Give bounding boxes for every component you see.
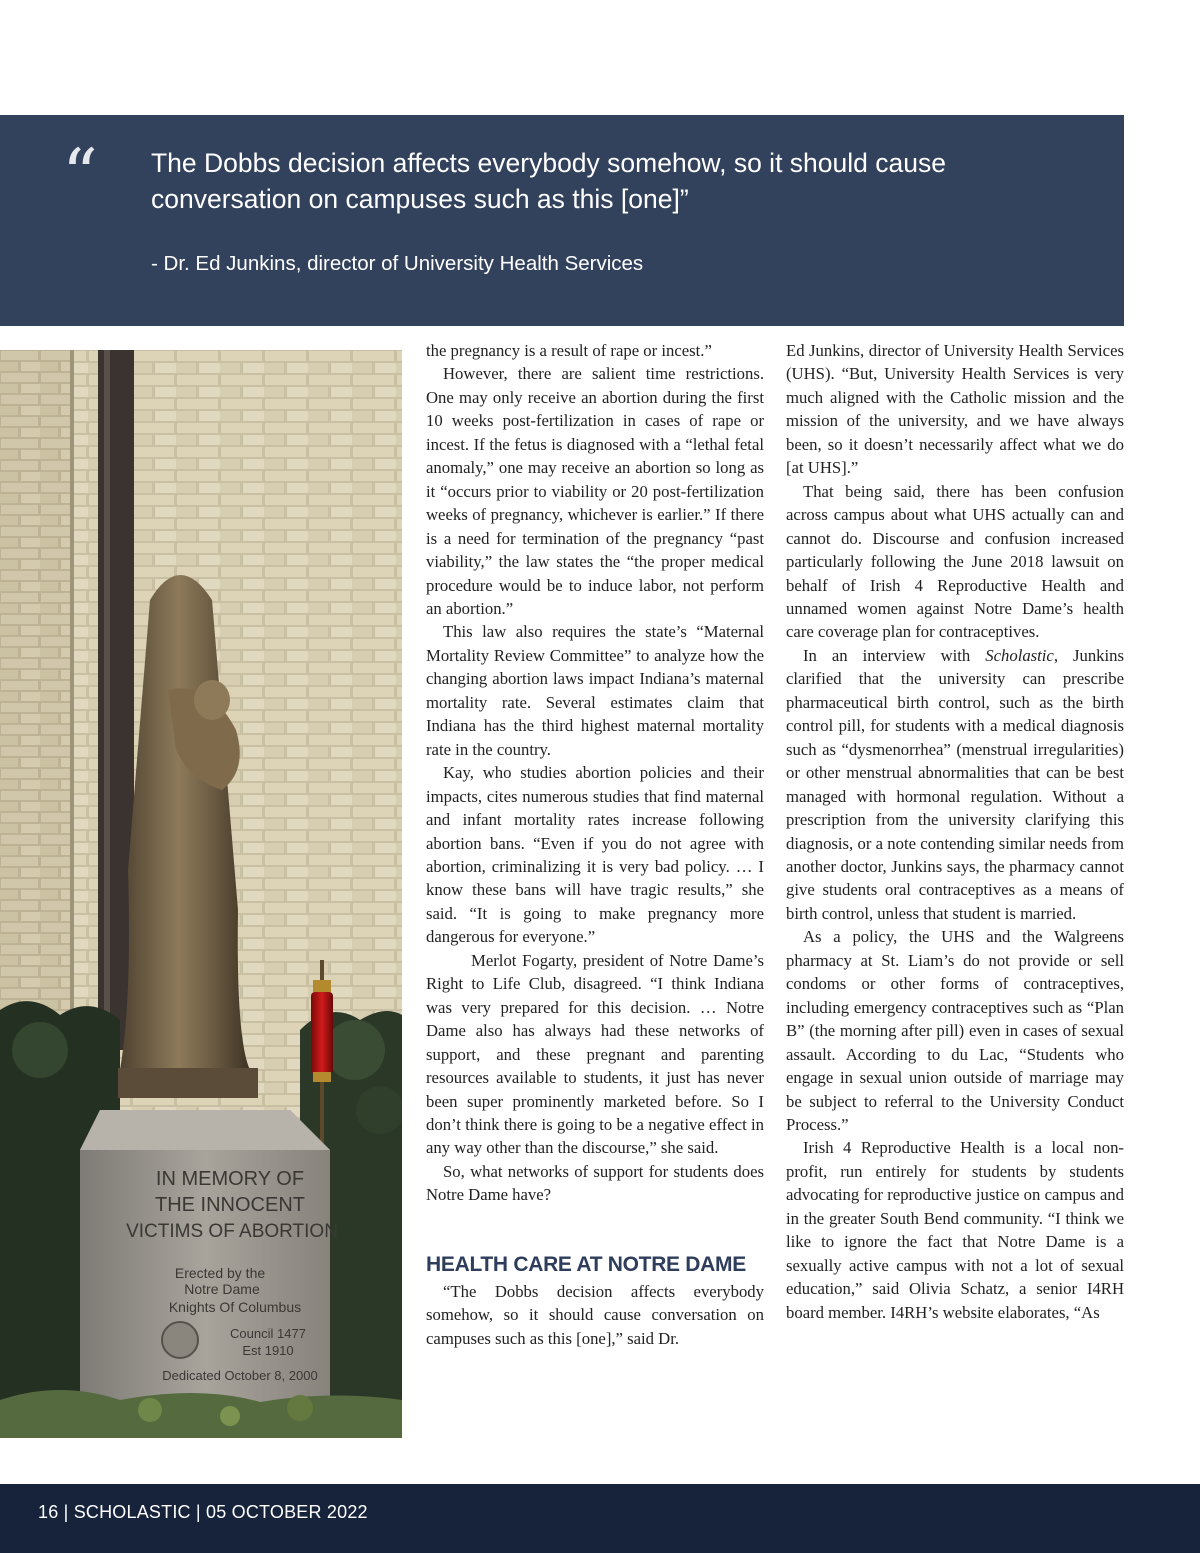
paragraph: Ed Junkins, director of University Health Services (UHS). “But, University Health Services is very much aligned with the Catholic mission and the mission of the university, and we have always been, so it doesn’t necessarily affect what we do [at UHS].” — [786, 341, 1124, 478]
plaque-dedicated: Dedicated October 8, 2000 — [162, 1368, 318, 1383]
text-run: , Junkins clarified that the university can prescribe pharmaceutical birth control, such as the birth control pill, for students with a medical diagnosis such as “dysmenorrhea” (menstrual irregularities) or other menstrual abnormalities that can be best managed with hormonal regulation. Without a prescription from the university clarifying this diagnosis, or a note contending similar needs from another doctor, Junkins says, the pharmacy cannot give students oral contraceptives as a means of birth control, unless that student is married. — [786, 645, 1124, 923]
pull-quote-text: The Dobbs decision affects everybody somehow, so it should cause conversation on campuses such as this [one]” — [151, 148, 946, 214]
section-heading: HEALTH CARE AT NOTRE DAME — [426, 1252, 746, 1276]
pull-quote-attribution: - Dr. Ed Junkins, director of University Health Services — [151, 252, 644, 275]
plaque-line-1: IN MEMORY OF — [155, 1168, 305, 1190]
plaque-erected-1: Erected by the — [174, 1265, 266, 1281]
paragraph: Kay, who studies abortion policies and their impacts, cites numerous studies that find maternal and infant mortality rates increase following abortion bans. “Even if you do not agree with abortion, criminalizing it is very bad policy. … I know these bans will have tragic results,” she said. “It is going to make pregnancy more dangerous for everyone.” — [426, 763, 764, 947]
paragraph: So, what networks of support for students does Notre Dame have? — [426, 1161, 764, 1205]
plaque-council-2: Est 1910 — [242, 1343, 294, 1358]
plaque-line-2: THE INNOCENT — [155, 1194, 305, 1216]
statue-photo — [0, 350, 402, 1438]
plaque-erected-2: Notre Dame — [184, 1281, 260, 1297]
quote-mark-icon: “ — [62, 134, 98, 216]
paragraph: “The Dobbs decision affects everybody somehow, so it should cause conversation on campuses such as this [one],” said Dr. — [426, 1281, 764, 1348]
plaque-line-3: VICTIMS OF ABORTION — [126, 1221, 338, 1242]
paragraph: However, there are salient time restrictions. One may only receive an abortion during the first 10 weeks post-fertilization in cases of rape or incest. If the fetus is diagnosed with a “lethal fetal anomaly,” one may receive an abortion so long as it “occurs prior to viability or 20 post-fertilization weeks of pregnancy, whichever is earlier.” If there is a need for termination of the pregnancy “past viability,” the law states the “the proper medical procedure would be to induce labor, not perform an abortion.” — [426, 364, 764, 618]
paragraph: This law also requires the state’s “Maternal Mortality Review Committee” to analyze how the changing abortion laws impact Indiana’s maternal mortality rate. Several estimates claim that Indiana has the third highest maternal mortality rate in the country. — [426, 622, 764, 759]
paragraph — [786, 644, 1124, 925]
publication-name: Scholastic — [985, 645, 1054, 665]
plaque-erected-3: Knights Of Columbus — [168, 1299, 302, 1315]
paragraph: Merlot Fogarty, president of Notre Dame’s Right to Life Club, disagreed. “I think Indiana was very prepared for this decision. … Notre Dame also has always had these networks of support, and these pregnant and parenting resources available to students, it just has never been super prominently marketed before. So I don’t think there is going to be a negative effect in any way other than the discourse,” she said. — [426, 950, 764, 1158]
article-column-1 — [426, 339, 764, 1350]
paragraph: Irish 4 Reproductive Health is a local non-profit, run entirely for students by students advocating for reproductive justice on campus and in the greater South Bend community. “I think we like to ignore the fact that Notre Dame is a sexually active campus with not a lot of sexual education,” said Olivia Schatz, a senior I4RH board member. I4RH’s website elaborates, “As — [786, 1138, 1124, 1322]
plaque-council-1: Council 1477 — [230, 1326, 306, 1341]
paragraph: As a policy, the UHS and the Walgreens pharmacy at St. Liam’s do not provide or sell condoms or other forms of contraceptives, including emergency contraceptives such as “Plan B” (the morning after pill) even in cases of sexual assault. According to du Lac, “Students who engage in sexual union outside of marriage may be subject to referral to the University Conduct Process.” — [786, 927, 1124, 1134]
article-column-2 — [786, 339, 1124, 1324]
paragraph: the pregnancy is a result of rape or incest.” — [426, 341, 712, 360]
paragraph: That being said, there has been confusion across campus about what UHS actually can and cannot do. Discourse and confusion increased particularly following the June 2018 lawsuit on behalf of Irish 4 Reproductive Health and unnamed women against Notre Dame’s health care coverage plan for contraceptives. — [786, 481, 1124, 642]
page-footer: 16 | SCHOLASTIC | 05 OCTOBER 2022 — [38, 1502, 368, 1522]
text-run: In an interview with — [803, 645, 986, 665]
